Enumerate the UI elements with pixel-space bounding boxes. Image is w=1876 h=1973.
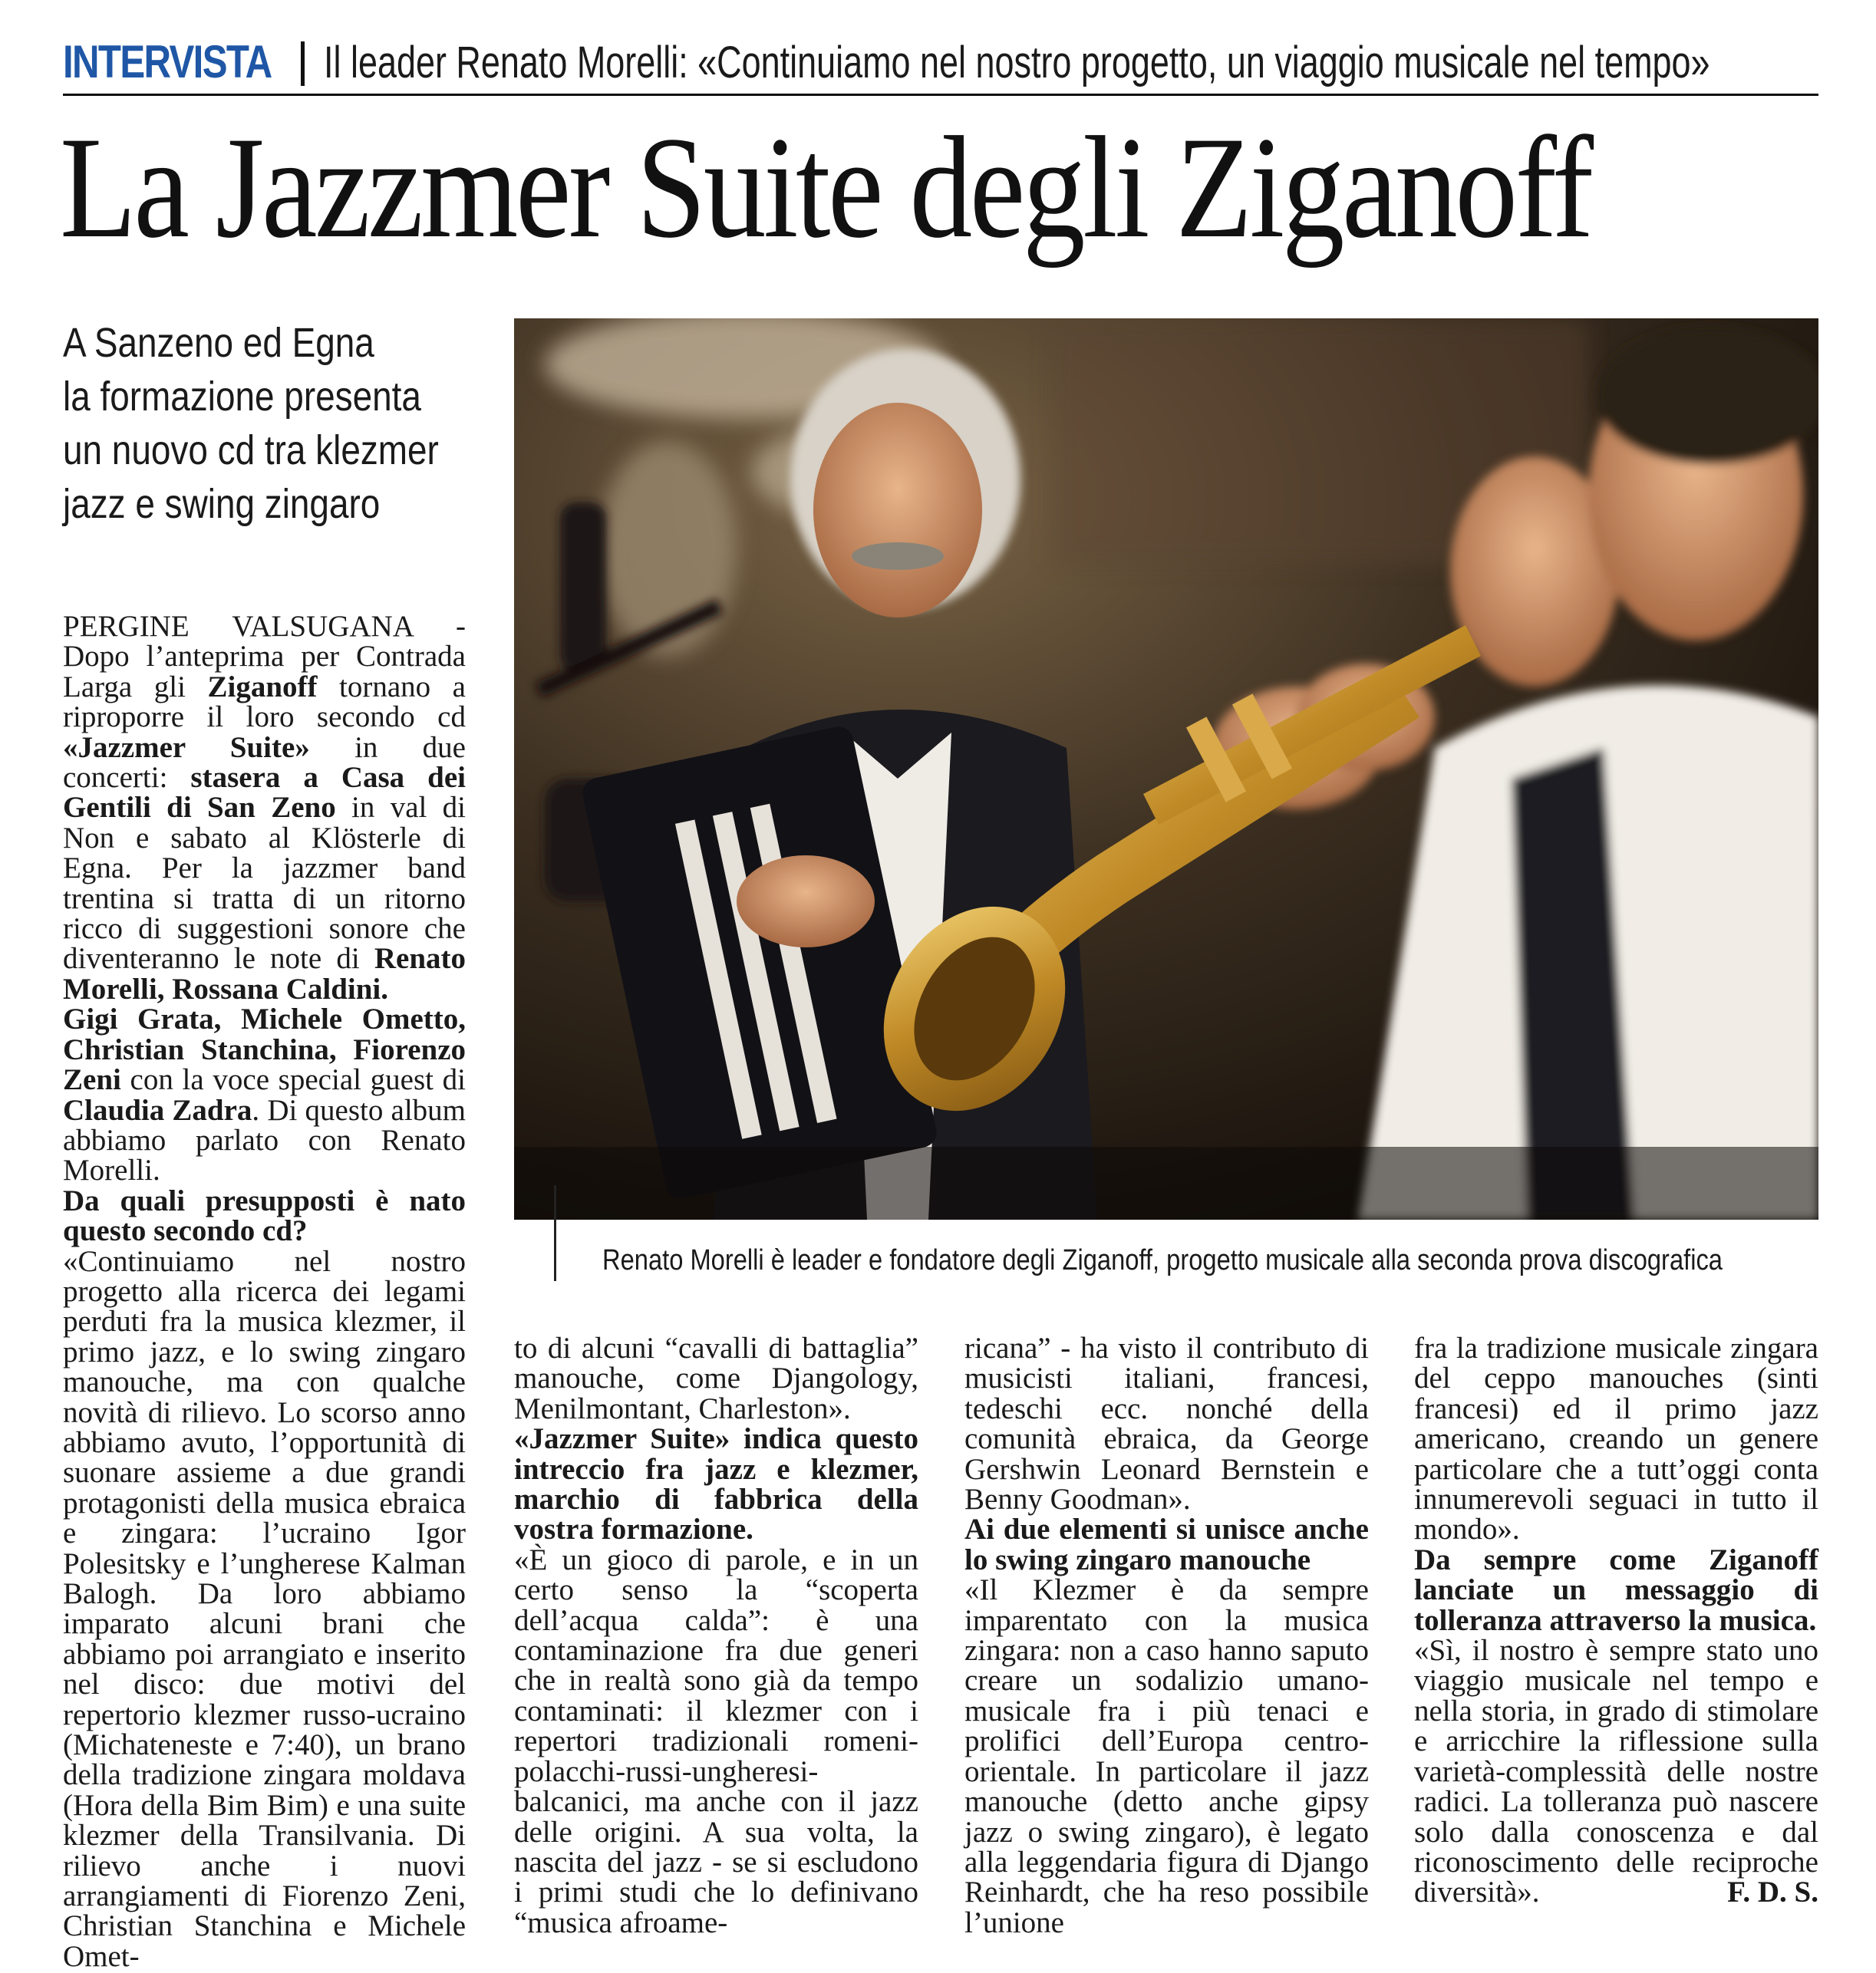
headline: La Jazzmer Suite degli Ziganoff xyxy=(60,107,1591,268)
article-column-3 xyxy=(964,1333,1369,1938)
caption-rule xyxy=(554,1185,556,1281)
interview-answer: «Sì, il nostro è sempre stato uno viaggio musicale nel tempo e nella storia, in grado di stimolare e arricchire la riflessione sulla varietà-complessità delle nostre radici. La tolleranza può nascere solo dalla conoscenza e dal riconoscimento delle reciproche diversità». F. D. S. xyxy=(1414,1634,1818,1909)
photo-caption: Renato Morelli è leader e fondatore degli Ziganoff, progetto musicale alla seconda prova discografica xyxy=(602,1244,1723,1276)
interview-answer: «È un gioco di parole, e in un certo senso la “scoperta dell’acqua calda”: è una contaminazione fra due generi che in realtà sono già da tempo contaminati: il klezmer con i repertori tradizionali romeni-polacchi-russi-ungheresi-balcanici, ma anche con il jazz delle origini. A sua volta, la nascita del jazz - se si escludono i primi studi che lo definivano “musica afroame- xyxy=(514,1543,918,1939)
author-signature: F. D. S. xyxy=(1727,1876,1818,1909)
kicker-text: Il leader Renato Morelli: «Continuiamo nel nostro progetto, un viaggio musicale nel tempo» xyxy=(324,38,1710,87)
subhead-line: A Sanzeno ed Egna xyxy=(63,320,374,366)
article-photo xyxy=(514,318,1818,1220)
section-tag: INTERVISTA xyxy=(63,36,272,87)
photo-illustration xyxy=(514,318,1818,1220)
lead-paragraph: PERGINE VALSUGANA - Dopo l’anteprima per Contrada Larga gli Ziganoff tornano a riproporre il loro secondo cd «Jazzmer Suite» in due concerti: stasera a Casa dei Gentili di San Zeno in val di Non e sabato al Klösterle di Egna. Per la jazzmer band trentina si tratta di un ritorno ricco di suggestioni sonore che diventeranno le note di Renato Morelli, Rossana Caldini. Gigi Grata, Michele Ometto, Christian Stanchina, Fiorenzo Zeni con la voce special guest di Claudia Zadra. Di questo album abbiamo parlato con Renato Morelli. xyxy=(63,610,466,1187)
interview-question: Da quali presupposti è nato questo secondo cd? xyxy=(63,1184,466,1248)
subheadline xyxy=(63,316,493,531)
interview-question: Da sempre come Ziganoff lanciate un messaggio di tolleranza attraverso la musica. xyxy=(1414,1543,1818,1637)
interview-question: Ai due elementi si unisce anche lo swing zingaro manouche xyxy=(964,1513,1369,1576)
subhead-line: jazz e swing zingaro xyxy=(63,481,381,527)
article-kicker xyxy=(63,31,1818,96)
interview-answer: ricana” - ha visto il contributo di musicisti italiani, francesi, tedeschi ecc. nonché della comunità ebraica, da George Gershwin Leonard Bernstein e Benny Goodman». xyxy=(964,1332,1369,1517)
kicker-divider xyxy=(301,41,305,86)
subhead-line: la formazione presenta xyxy=(63,374,421,420)
subhead-line: un nuovo cd tra klezmer xyxy=(63,427,439,473)
article-column-4 xyxy=(1414,1333,1818,1908)
article-column-1 xyxy=(63,611,466,1971)
interview-answer: «Il Klezmer è da sempre imparentato con la musica zingara: non a caso hanno saputo creare un sodalizio umano-musicale fra i più tenaci e prolifici dell’Europa centro-orientale. In particolare il jazz manouche (detto anche gipsy jazz o swing zingaro), è legato alla leggendaria figura di Django Reinhardt, che ha reso possibile l’unione xyxy=(964,1573,1369,1939)
interview-answer: to di alcuni “cavalli di battaglia” manouche, come Djangology, Menilmontant, Charleston». xyxy=(514,1332,918,1425)
interview-answer: fra la tradizione musicale zingara del ceppo manouches (sinti francesi) ed il primo jazz americano, creando un genere particolare che a tutt’oggi conta innumerevoli seguaci in tutto il mondo». xyxy=(1414,1332,1818,1546)
interview-question: «Jazzmer Suite» indica questo intreccio fra jazz e klezmer, marchio di fabbrica della vostra formazione. xyxy=(514,1422,918,1546)
interview-answer: «Continuiamo nel nostro progetto alla ricerca dei legami perduti fra la musica klezmer, il primo jazz, e lo swing zingaro manouche, ma con qualche novità di rilievo. Lo scorso anno abbiamo avuto, l’opportunità di suonare assieme a due grandi protagonisti della musica ebraica e zingara: l’ucraino Igor Polesitsky e l’ungherese Kalman Balogh. Da loro abbiamo imparato alcuni brani che abbiamo poi arrangiato e inserito nel disco: due motivi del repertorio klezmer russo-ucraino (Michateneste e 7:40), un brano della tradizione zingara moldava (Hora della Bim Bim) e una suite klezmer della Transilvania. Di rilievo anche i nuovi arrangiamenti di Fiorenzo Zeni, Christian Stanchina e Michele Omet- xyxy=(63,1244,466,1973)
article-column-2 xyxy=(514,1333,918,1938)
